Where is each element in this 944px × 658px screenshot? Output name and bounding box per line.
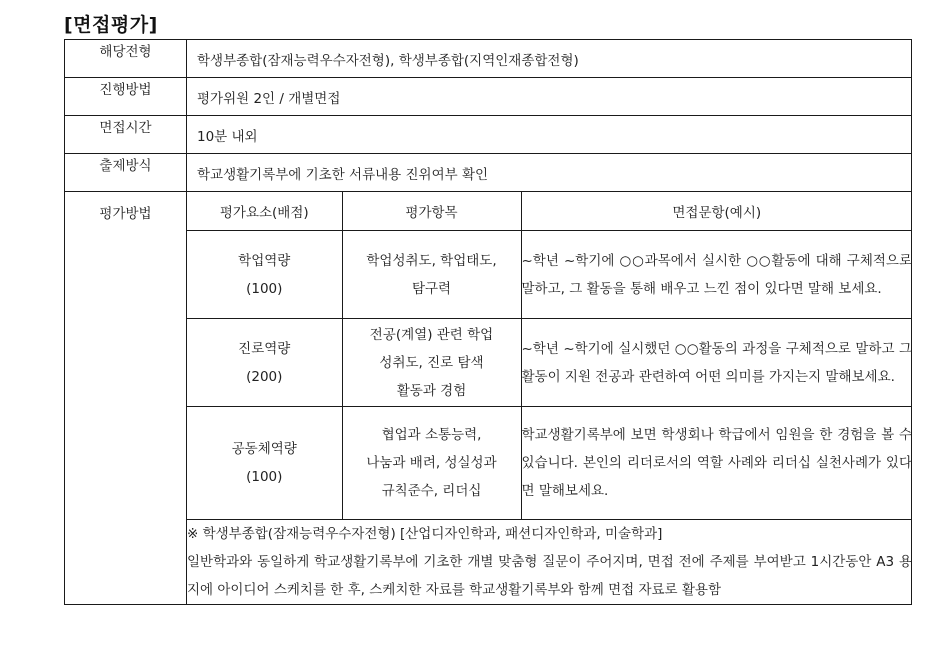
eval-item-row [187,407,912,520]
criteria-line: 탐구력 [411,280,452,297]
interview-table [64,39,912,605]
criteria-cell [342,407,521,520]
note-cell [187,520,912,605]
table-row [65,40,912,78]
criteria-line: 성취도, 진로 탐색 [379,354,484,371]
row-value: 10분 내외 [187,116,912,154]
eval-item-row [187,231,912,319]
criteria-cell [342,231,521,319]
criteria-line: 활동과 경험 [396,382,467,399]
eval-table [187,192,912,604]
element-score: (200) [246,368,283,385]
table-row [65,78,912,116]
criteria-line: 협업과 소통능력, [381,427,482,443]
element-cell [187,231,342,319]
element-name: 진로역량 [238,340,291,357]
table-row [65,154,912,192]
row-value: 학생부종합(잠재능력우수자전형), 학생부종합(지역인재종합전형) [187,40,912,78]
criteria-line: 나눔과 배려, 성실성과 [366,455,497,471]
criteria-line: 규칙준수, 리더십 [381,483,482,499]
question-cell: ~학년 ~학기에 ○○과목에서 실시한 ○○활동에 대해 구체적으로 말하고, 그 활동을 통해 배우고 느낀 점이 있다면 말해 보세요. [521,231,912,319]
row-label: 출제방식 [65,154,187,192]
element-score: (100) [246,469,283,485]
row-label: 면접시간 [65,116,187,154]
eval-item-row [187,319,912,407]
element-score: (100) [246,280,283,297]
note-body: 일반학과와 동일하게 학교생활기록부에 기초한 개별 맞춤형 질문이 주어지며, 면접 전에 주제를 부여받고 1시간동안 A3 용지에 아이디어 스케치를 한 후, 스케치한 자료를 학교생활기록부와 함께 면접 자료로 활용함 [187,554,912,598]
eval-label: 평가방법 [65,192,187,605]
eval-header-row [187,192,912,231]
page-title: [면접평가] [64,14,158,36]
row-label: 해당전형 [65,40,187,78]
eval-row [65,192,912,605]
element-name: 공동체역량 [231,441,297,457]
criteria-line: 전공(계열) 관련 학업 [369,326,494,343]
element-cell [187,407,342,520]
header-element: 평가요소(배점) [187,192,342,231]
row-value: 평가위원 2인 / 개별면접 [187,78,912,116]
element-cell [187,319,342,407]
note-title: ※ 학생부종합(잠재능력우수자전형) [산업디자인학과, 패션디자인학과, 미술학과] [187,526,663,542]
row-label: 진행방법 [65,78,187,116]
header-criteria: 평가항목 [342,192,521,231]
header-question: 면접문항(예시) [521,192,912,231]
table-row [65,116,912,154]
note-row [187,520,912,605]
question-cell: ~학년 ~학기에 실시했던 ○○활동의 과정을 구체적으로 말하고 그 활동이 지원 전공과 관련하여 어떤 의미를 가지는지 말해보세요. [521,319,912,407]
element-name: 학업역량 [238,252,291,269]
question-cell: 학교생활기록부에 보면 학생회나 학급에서 임원을 한 경험을 볼 수 있습니다. 본인의 리더로서의 역할 사례와 리더십 실천사례가 있다면 말해보세요. [521,407,912,520]
row-value: 학교생활기록부에 기초한 서류내용 진위여부 확인 [187,154,912,192]
criteria-cell [342,319,521,407]
criteria-line: 학업성취도, 학업태도, [366,252,497,269]
